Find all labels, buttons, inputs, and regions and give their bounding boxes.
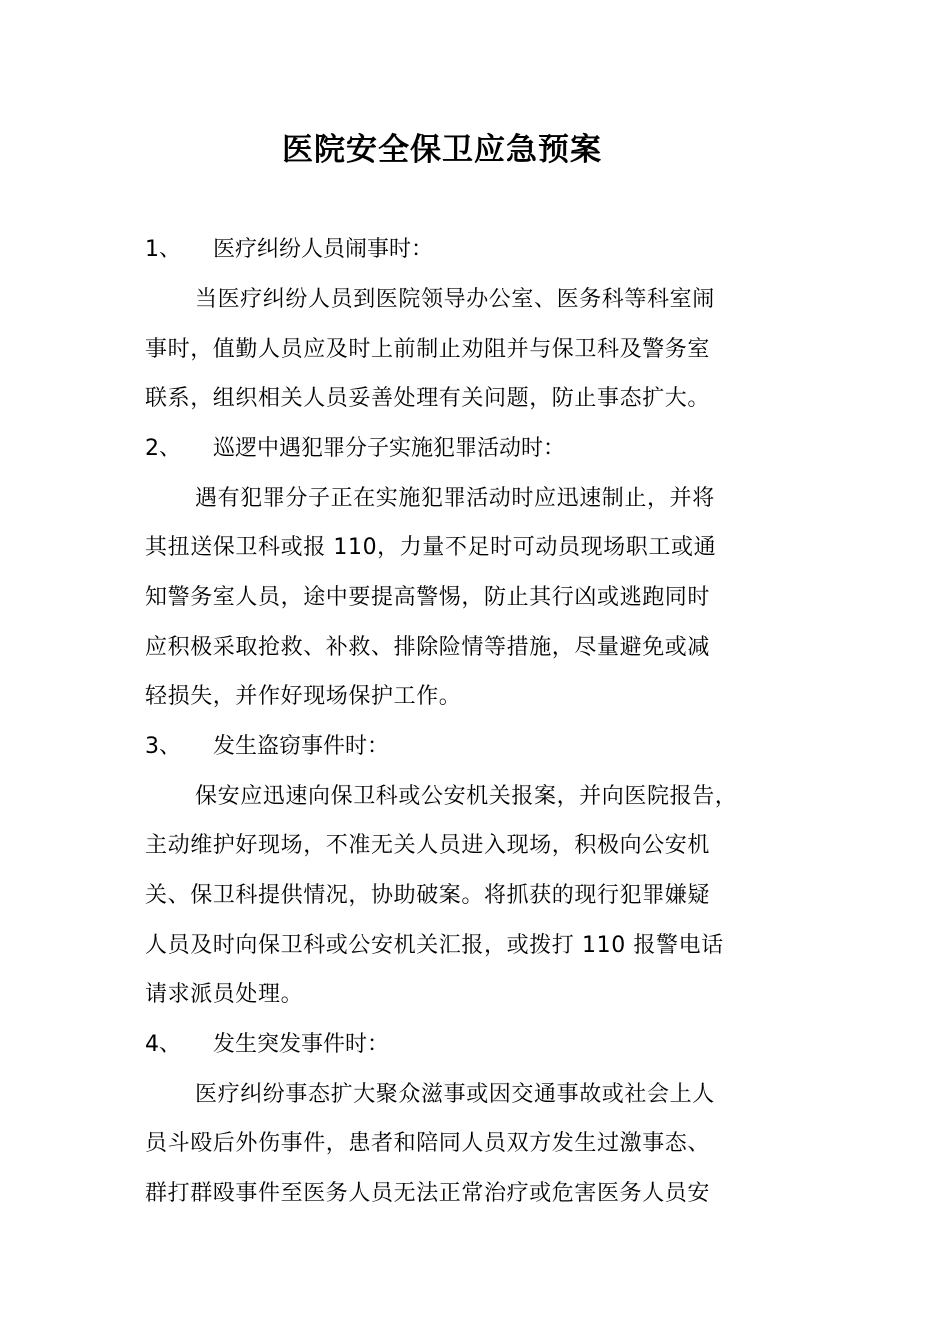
paragraph-line: 知警务室人员，途中要提高警惕，防止其行凶或逃跑同时 [145,584,711,610]
paragraph-line: 遇有犯罪分子正在实施犯罪活动时应迅速制止，并将 [195,485,715,511]
section-paragraph [145,1070,825,1219]
section-number: 1、 [145,237,181,262]
section-4 [145,1020,825,1219]
section-heading [145,424,825,474]
document-title: 医院安全保卫应急预案 [282,132,602,168]
paragraph-line: 当医疗纠纷人员到医院领导办公室、医务科等科室闹 [195,287,715,312]
section-heading [145,1020,825,1070]
document-body [145,225,825,1219]
paragraph-line: 医疗纠纷事态扩大聚众滋事或因交通事故或社会上人 [195,1081,715,1107]
section-paragraph [145,474,825,722]
paragraph-line: 轻损失，并作好现场保护工作。 [145,684,462,710]
paragraph-line: 员斗殴后外伤事件，患者和陪同人员双方发生过激事态、 [145,1131,711,1157]
paragraph-line: 人员及时向保卫科或公安机关汇报，或拨打 110 报警电话 [145,932,724,958]
section-2 [145,424,825,722]
paragraph-line: 保安应迅速向保卫科或公安机关报案，并向医院报告， [195,783,738,809]
section-3 [145,722,825,1020]
paragraph-line: 应积极采取抢救、补救、排除险情等措施，尽量避免或减 [145,634,711,660]
section-heading [145,722,825,772]
section-number: 3、 [145,733,181,759]
section-heading-text: 医疗纠纷人员闹事时： [213,237,434,262]
paragraph-line: 关、保卫科提供情况，协助破案。将抓获的现行犯罪嫌疑 [145,882,711,908]
section-heading-text: 发生突发事件时： [213,1031,390,1057]
section-paragraph [145,772,825,1020]
section-number: 4、 [145,1031,181,1057]
section-heading-text: 发生盗窃事件时： [213,733,390,759]
section-1 [145,225,825,424]
section-paragraph [145,275,825,424]
paragraph-line: 请求派员处理。 [145,982,304,1008]
section-number: 2、 [145,435,181,461]
section-heading [145,225,825,275]
paragraph-line: 联系，组织相关人员妥善处理有关问题，防止事态扩大。 [145,386,711,412]
paragraph-line: 事时，值勤人员应及时上前制止劝阻并与保卫科及警务室 [145,336,711,362]
paragraph-line: 主动维护好现场，不准无关人员进入现场，积极向公安机 [145,833,711,859]
paragraph-line: 其扭送保卫科或报 110，力量不足时可动员现场职工或通 [145,535,717,561]
paragraph-line: 群打群殴事件至医务人员无法正常治疗或危害医务人员安 [145,1180,711,1206]
section-heading-text: 巡逻中遇犯罪分子实施犯罪活动时： [213,435,566,461]
